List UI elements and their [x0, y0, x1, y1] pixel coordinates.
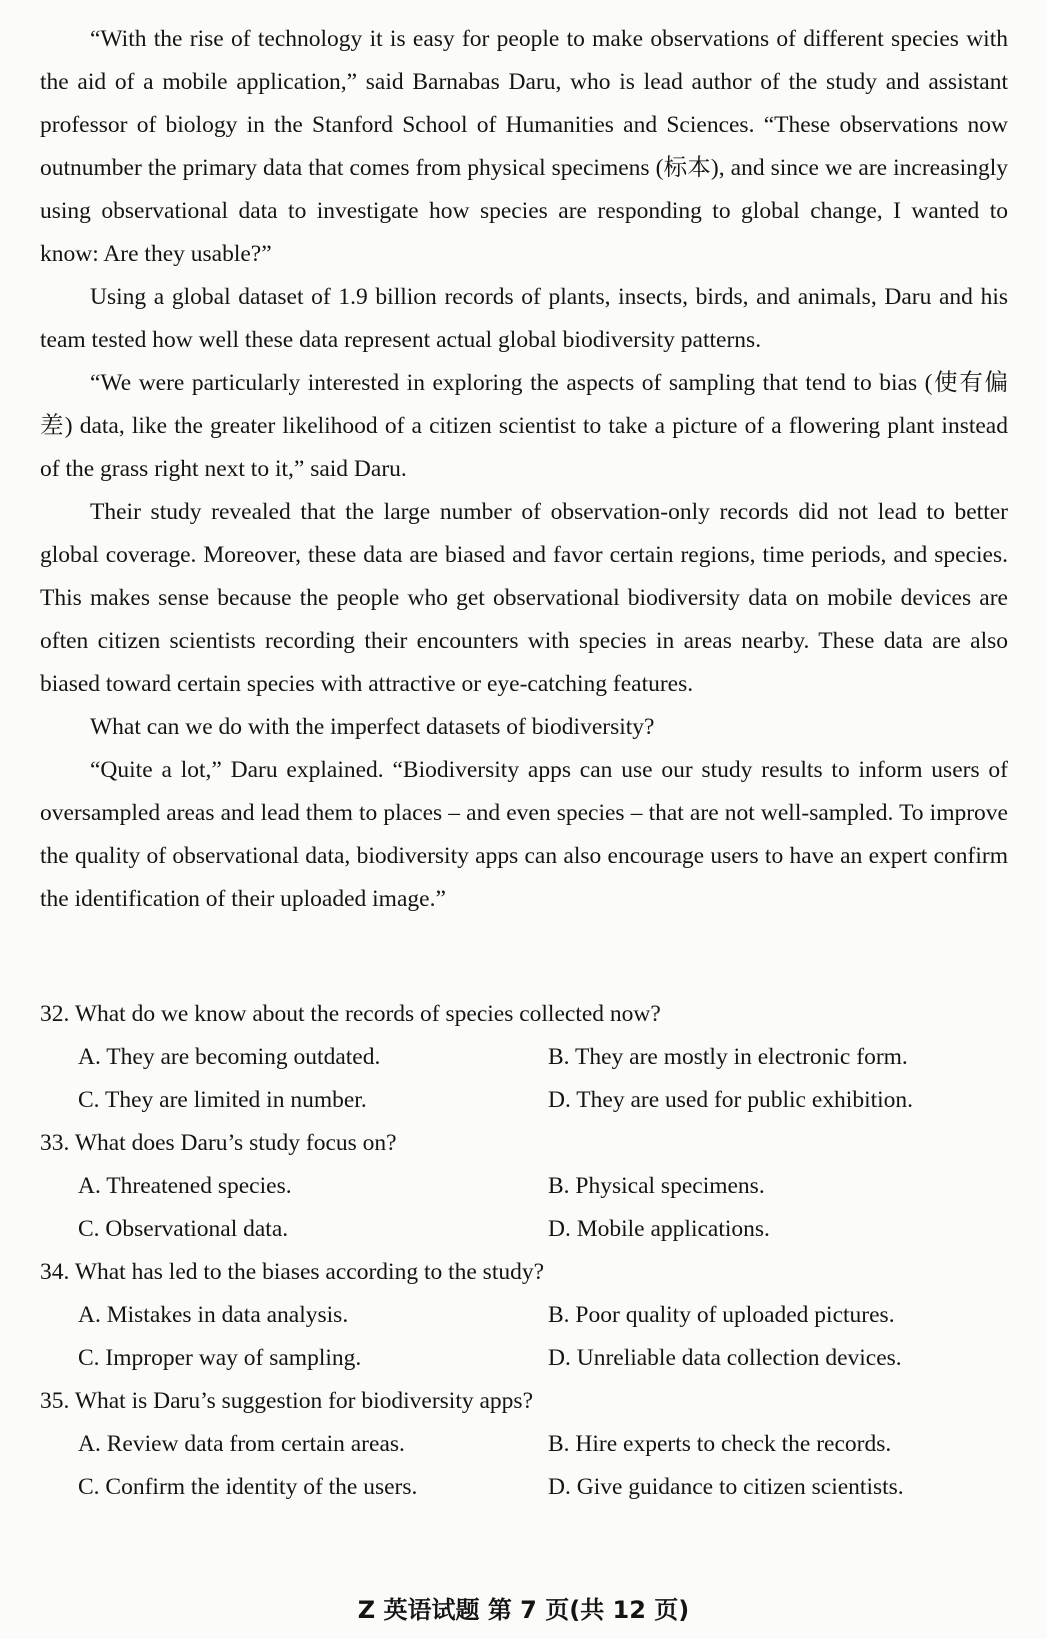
- passage-paragraph-3: “We were particularly interested in exploring the aspects of sampling that tend to bias (使有偏差) data, like the greater likelihood of a citizen scientist to take a picture of a flowering plant instead of the grass right next to it,” said Daru.: [40, 370, 1008, 482]
- option-c: C. Improper way of sampling.: [78, 1345, 362, 1371]
- option-a: A. Threatened species.: [78, 1173, 292, 1199]
- option-d: D. Mobile applications.: [548, 1216, 770, 1242]
- question-stem: 33. What does Daru’s study focus on?: [40, 1130, 397, 1156]
- option-b: B. Poor quality of uploaded pictures.: [548, 1302, 895, 1328]
- option-a: A. They are becoming outdated.: [78, 1044, 381, 1070]
- question-33: [40, 1122, 1008, 1251]
- option-b: B. Hire experts to check the records.: [548, 1431, 892, 1457]
- passage-paragraph-4: Their study revealed that the large number of observation-only records did not lead to better global coverage. Moreover, these data are biased and favor certain regions, time periods, and species. This makes sense because the people who get observational biodiversity data on mobile devices are often citizen scientists recording their encounters with species in areas nearby. These data are also biased toward certain species with attractive or eye-catching features.: [40, 499, 1008, 697]
- passage-paragraph-5: What can we do with the imperfect datasets of biodiversity?: [90, 714, 655, 740]
- option-a: A. Mistakes in data analysis.: [78, 1302, 349, 1328]
- option-c: C. They are limited in number.: [78, 1087, 367, 1113]
- option-c: C. Confirm the identity of the users.: [78, 1474, 418, 1500]
- passage-paragraph-2: Using a global dataset of 1.9 billion records of plants, insects, birds, and animals, Daru and his team tested how well these data represent actual global biodiversity patterns.: [40, 284, 1008, 353]
- passage-paragraph-6: “Quite a lot,” Daru explained. “Biodiversity apps can use our study results to inform users of oversampled areas and lead them to places – and even species – that are not well-sampled. To improve the quality of observational data, biodiversity apps can also encourage users to have an expert confirm the identification of their uploaded image.”: [40, 757, 1008, 912]
- question-stem: 35. What is Daru’s suggestion for biodiversity apps?: [40, 1388, 533, 1414]
- question-32: [40, 993, 1008, 1122]
- page-footer: Z 英语试题 第 7 页(共 12 页): [357, 1596, 690, 1624]
- passage-paragraph-1: “With the rise of technology it is easy for people to make observations of different species with the aid of a mobile application,” said Barnabas Daru, who is lead author of the study and assistant professor of biology in the Stanford School of Humanities and Sciences. “These observations now outnumber the primary data that comes from physical specimens (标本), and since we are increasingly using observational data to investigate how species are responding to global change, I wanted to know: Are they usable?”: [40, 26, 1008, 267]
- option-d: D. Unreliable data collection devices.: [548, 1345, 902, 1371]
- option-c: C. Observational data.: [78, 1216, 289, 1242]
- option-a: A. Review data from certain areas.: [78, 1431, 405, 1457]
- question-34: [40, 1251, 1008, 1380]
- exam-page: [40, 18, 1008, 1509]
- option-d: D. They are used for public exhibition.: [548, 1087, 914, 1113]
- question-stem: 34. What has led to the biases according to the study?: [40, 1259, 545, 1285]
- question-stem: 32. What do we know about the records of species collected now?: [40, 1001, 661, 1027]
- option-b: B. Physical specimens.: [548, 1173, 765, 1199]
- question-35: [40, 1380, 1008, 1509]
- option-b: B. They are mostly in electronic form.: [548, 1044, 908, 1070]
- option-d: D. Give guidance to citizen scientists.: [548, 1474, 904, 1500]
